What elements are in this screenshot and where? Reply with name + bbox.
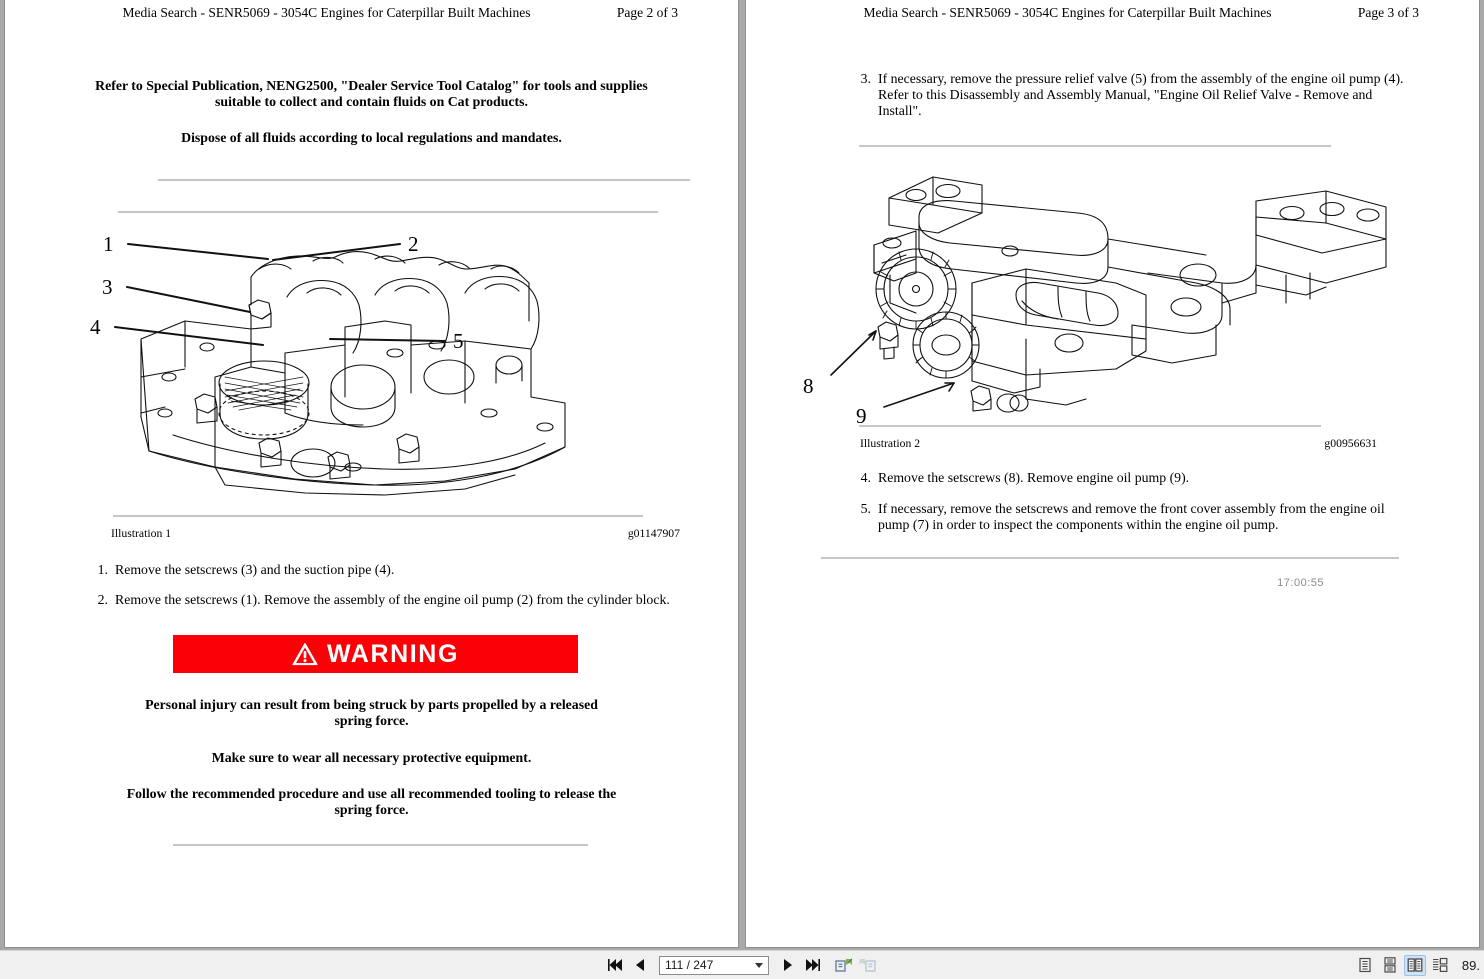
warning-line-1: Personal injury can result from being struck by parts propelled by a released spring force. (145, 697, 598, 729)
last-page-button[interactable] (801, 955, 823, 976)
step-2-number: 2. (97, 591, 108, 607)
step-3-number: 3. (860, 71, 871, 86)
callout-4: 4 (90, 314, 101, 339)
warning-line-2: Make sure to wear all necessary protective equipment. (211, 749, 532, 765)
next-view-button[interactable] (857, 955, 879, 976)
view-continuous-button[interactable] (1379, 955, 1401, 976)
continuous-scroll-icon (1382, 957, 1398, 973)
first-page-icon (608, 958, 624, 972)
warning-line-3: Follow the recommended procedure and use all recommended tooling to release the spring force. (126, 785, 617, 818)
view-single-page-button[interactable] (1354, 955, 1376, 976)
two-page-icon (1407, 957, 1423, 973)
zoom-level-value[interactable]: 89. (1461, 957, 1480, 973)
divider-illustration-2-bottom (859, 425, 1321, 427)
two-page-continuous-icon (1432, 957, 1448, 973)
callout-2: 2 (408, 231, 419, 256)
illustration-1-figure (45, 217, 698, 509)
callout-1: 1 (103, 231, 114, 256)
step-3-text: If necessary, remove the pressure relief valve (5) from the assembly of the engine oil pump (4). Refer to this Disassembly and Assembly Manual, "Engine Oil Relief Valve - Remove and Install". (878, 71, 1404, 119)
toolbar-view-modes-group (1354, 955, 1482, 976)
step-5-number: 5. (860, 500, 871, 516)
previous-page-icon (634, 958, 646, 972)
single-page-icon (1357, 957, 1373, 973)
illustration-2-caption-row (786, 437, 1439, 450)
illustration-1-asset-id: g01147907 (627, 526, 680, 540)
page-right-header-title: Media Search - SENR5069 - 3054C Engines for Caterpillar Built Machines (863, 5, 1272, 20)
warning-banner-label: WARNING (326, 639, 460, 668)
previous-view-button[interactable] (833, 955, 855, 976)
first-page-button[interactable] (605, 955, 627, 976)
step-2-text: Remove the setscrews (1). Remove the assembly of the engine oil pump (2) from the cylinder block. (115, 591, 670, 607)
previous-view-icon (835, 957, 853, 973)
callout-5: 5 (453, 328, 464, 353)
page-number-combobox[interactable] (659, 956, 769, 975)
step-5 (786, 501, 1439, 533)
illustration-2-asset-id: g00956631 (1324, 437, 1377, 451)
illustration-2-caption: Illustration 2 (860, 437, 921, 451)
notice-dispose-fluids: Dispose of all fluids according to local regulations and mandates. (181, 129, 562, 145)
page-right-header-page-number: Page 3 of 3 (1357, 5, 1419, 20)
divider-illustration-top (118, 211, 658, 213)
divider-upper (158, 179, 690, 181)
step-4-number: 4. (860, 470, 871, 486)
callout-8: 8 (803, 374, 814, 399)
page-left-header-page-number: Page 2 of 3 (616, 5, 678, 20)
page-right[interactable] (745, 0, 1480, 948)
step-3 (786, 71, 1439, 119)
step-2 (45, 592, 698, 608)
step-1-text: Remove the setscrews (3) and the suction pipe (4). (115, 561, 395, 577)
toolbar-navigation-group (0, 955, 1484, 976)
illustration-1-caption-row (45, 527, 698, 540)
page-left-body (5, 78, 738, 846)
bottom-toolbar (0, 950, 1484, 979)
callout-3: 3 (102, 274, 113, 299)
chevron-down-icon[interactable] (755, 963, 763, 968)
step-4-text: Remove the setscrews (8). Remove engine oil pump (9). (878, 470, 1190, 486)
warning-triangle-icon (292, 642, 318, 666)
page-left-header (5, 0, 738, 26)
page-right-header (746, 0, 1479, 26)
previous-page-button[interactable] (629, 955, 651, 976)
next-view-icon (859, 957, 877, 973)
divider-illustration-2-top (859, 145, 1331, 147)
view-two-up-button[interactable] (1404, 955, 1426, 976)
page-right-body (746, 71, 1479, 591)
timestamp: 17:00:55 (1277, 576, 1324, 589)
oil-pump-assembly-drawing (786, 155, 1441, 425)
next-page-icon (782, 958, 794, 972)
divider-illustration-bottom (113, 515, 643, 517)
last-page-icon (804, 958, 820, 972)
engine-block-drawing (45, 217, 700, 509)
step-4 (786, 470, 1439, 486)
page-number-value[interactable]: 111 / 247 (665, 958, 714, 972)
view-two-up-continuous-button[interactable] (1429, 955, 1451, 976)
illustration-2-figure (786, 155, 1439, 425)
step-5-text: If necessary, remove the setscrews and remove the front cover assembly from the engine oil pump (7) in order to inspect the components within the engine oil pump. (878, 500, 1385, 532)
timestamp-row (786, 573, 1439, 591)
divider-warning-bottom (173, 844, 588, 846)
notice-tool-catalog: Refer to Special Publication, NENG2500, "Dealer Service Tool Catalog" for tools and supplies suitable to collect and contain fluids on Cat products. (95, 78, 648, 110)
page-left[interactable] (4, 0, 739, 948)
callout-9: 9 (856, 404, 867, 426)
step-1-number: 1. (97, 561, 108, 577)
step-1 (45, 562, 698, 578)
warning-banner (173, 635, 578, 673)
divider-page-footer (821, 557, 1399, 559)
page-left-header-title: Media Search - SENR5069 - 3054C Engines for Caterpillar Built Machines (122, 5, 531, 20)
illustration-1-caption: Illustration 1 (111, 526, 172, 540)
next-page-button[interactable] (777, 955, 799, 976)
